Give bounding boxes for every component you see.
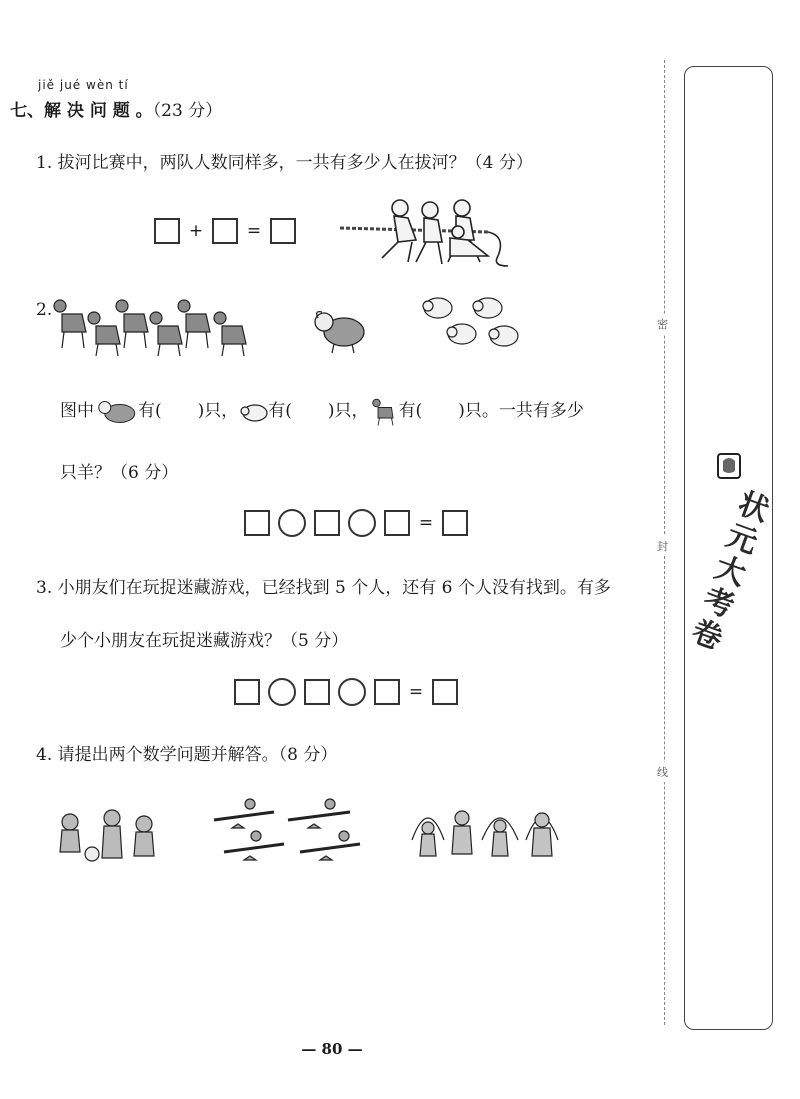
equals-sign: = (418, 513, 434, 533)
question-2-line-1 (60, 396, 584, 427)
deer-group-illustration (52, 292, 262, 358)
side-panel (684, 66, 773, 1030)
section-title (10, 96, 222, 121)
operator-circle[interactable] (338, 678, 366, 706)
question-2-equation (242, 509, 470, 537)
brand-wordmark: 状元大考卷 (686, 486, 774, 658)
section-pinyin: jiě jué wèn tí (38, 78, 129, 92)
question-2-prefix: 图中 (60, 401, 94, 421)
brand-logo-icon (717, 453, 741, 479)
close-paren-last: )只。一共有多少 (458, 401, 584, 421)
answer-box[interactable] (314, 510, 340, 536)
answer-box[interactable] (374, 679, 400, 705)
operator-circle[interactable] (348, 509, 376, 537)
question-1-equation (152, 218, 298, 244)
answer-box[interactable] (234, 679, 260, 705)
section-points: （23 分） (152, 101, 223, 121)
goat-illustration (312, 306, 366, 354)
operator-circle[interactable] (278, 509, 306, 537)
close-paren-zhi: )只， (197, 401, 239, 421)
seesaw-illustration (210, 798, 366, 864)
plus-sign: + (188, 221, 204, 241)
answer-box[interactable] (304, 679, 330, 705)
binding-mark-xian: 线 (657, 762, 668, 782)
answer-box[interactable] (442, 510, 468, 536)
jump-rope-illustration (408, 800, 562, 866)
goat-icon (94, 397, 138, 427)
equals-sign: = (246, 221, 262, 241)
operator-circle[interactable] (268, 678, 296, 706)
close-paren-zhi: )只， (327, 401, 369, 421)
kids-playing-ball-illustration (56, 808, 160, 866)
sheep-group-illustration (418, 294, 522, 354)
question-3-equation (232, 678, 460, 706)
has-label: 有( (268, 401, 292, 421)
answer-box[interactable] (154, 218, 180, 244)
has-label: 有( (138, 401, 162, 421)
binding-mark-mi: 密 (657, 314, 668, 334)
binding-mark-feng: 封 (657, 536, 668, 556)
equals-sign: = (408, 682, 424, 702)
question-2-number: 2. (36, 300, 53, 320)
answer-box[interactable] (432, 679, 458, 705)
question-4-text: 4. 请提出两个数学问题并解答。（8 分） (36, 745, 338, 765)
tug-of-war-illustration (338, 196, 518, 270)
section-title-text: 七、解 决 问 题 。 (10, 101, 153, 121)
question-1-text: 1. 拔河比赛中，两队人数同样多，一共有多少人在拔河？（4 分） (36, 153, 533, 173)
answer-box[interactable] (384, 510, 410, 536)
answer-box[interactable] (244, 510, 270, 536)
answer-box[interactable] (212, 218, 238, 244)
sheep-icon (238, 400, 268, 424)
question-2-line-2: 只羊？（6 分） (60, 463, 179, 483)
page-number: — 80 — (301, 1040, 363, 1058)
has-label: 有( (398, 401, 423, 421)
deer-icon (369, 397, 399, 427)
question-3-line-1: 3. 小朋友们在玩捉迷藏游戏，已经找到 5 个人，还有 6 个人没有找到。有多 (36, 578, 611, 598)
answer-box[interactable] (270, 218, 296, 244)
question-3-line-2: 少个小朋友在玩捉迷藏游戏？（5 分） (60, 631, 349, 651)
